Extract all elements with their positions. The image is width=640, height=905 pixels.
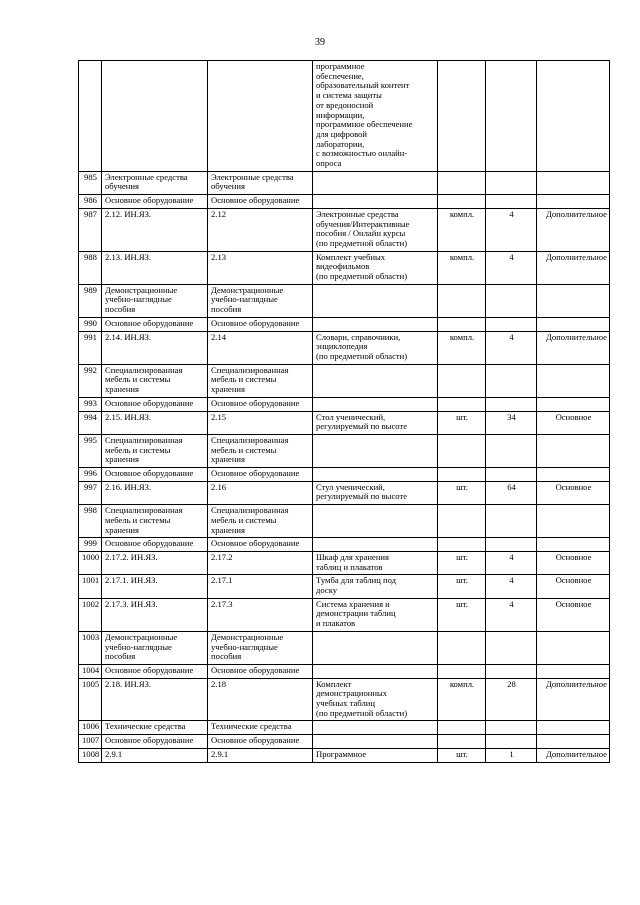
unit-cell — [438, 195, 486, 209]
table-row — [79, 61, 610, 172]
row-number-cell: 997 — [79, 481, 102, 504]
item-code-cell: Демонстрационные учебно-наглядные пособия — [102, 631, 208, 664]
item-code-cell: Основное оборудование — [102, 538, 208, 552]
table-row — [79, 434, 610, 467]
quantity-cell — [486, 397, 537, 411]
section-code-cell: 2.17.2 — [208, 551, 313, 574]
quantity-cell — [486, 505, 537, 538]
item-name-cell — [313, 631, 438, 664]
item-code-cell: 2.9.1 — [102, 748, 208, 762]
equipment-type-cell — [537, 505, 610, 538]
item-code-cell: 2.13. ИН.ЯЗ. — [102, 251, 208, 284]
table-body — [79, 61, 610, 763]
row-number-cell: 999 — [79, 538, 102, 552]
table-row — [79, 171, 610, 194]
section-code-cell: Технические средства — [208, 721, 313, 735]
unit-cell — [438, 397, 486, 411]
item-name-cell — [313, 317, 438, 331]
item-code-cell: Электронные средства обучения — [102, 171, 208, 194]
table-row — [79, 721, 610, 735]
unit-cell: шт. — [438, 551, 486, 574]
quantity-cell — [486, 664, 537, 678]
quantity-cell — [486, 434, 537, 467]
item-name-cell: Тумба для таблиц под доску — [313, 575, 438, 598]
table-row — [79, 538, 610, 552]
table-row — [79, 598, 610, 631]
quantity-cell — [486, 364, 537, 397]
item-name-cell — [313, 364, 438, 397]
row-number-cell: 991 — [79, 331, 102, 364]
equipment-type-cell — [537, 317, 610, 331]
row-number-cell: 996 — [79, 468, 102, 482]
quantity-cell — [486, 468, 537, 482]
unit-cell — [438, 735, 486, 749]
item-code-cell: Основное оборудование — [102, 468, 208, 482]
unit-cell — [438, 538, 486, 552]
item-code-cell: Технические средства — [102, 721, 208, 735]
item-name-cell — [313, 664, 438, 678]
equipment-type-cell: Основное — [537, 551, 610, 574]
unit-cell: компл. — [438, 678, 486, 721]
equipment-type-cell — [537, 61, 610, 172]
row-number-cell: 1001 — [79, 575, 102, 598]
equipment-type-cell — [537, 468, 610, 482]
row-number-cell: 994 — [79, 411, 102, 434]
table-row — [79, 195, 610, 209]
row-number-cell: 995 — [79, 434, 102, 467]
item-code-cell: 2.14. ИН.ЯЗ. — [102, 331, 208, 364]
section-code-cell: 2.9.1 — [208, 748, 313, 762]
table-row — [79, 748, 610, 762]
item-code-cell: Основное оборудование — [102, 195, 208, 209]
quantity-cell — [486, 538, 537, 552]
unit-cell — [438, 171, 486, 194]
unit-cell — [438, 434, 486, 467]
item-name-cell — [313, 195, 438, 209]
item-name-cell: Программное — [313, 748, 438, 762]
equipment-type-cell — [537, 538, 610, 552]
unit-cell: компл. — [438, 331, 486, 364]
section-code-cell: Основное оборудование — [208, 468, 313, 482]
equipment-type-cell — [537, 735, 610, 749]
section-code-cell: Основное оборудование — [208, 317, 313, 331]
row-number-cell: 1004 — [79, 664, 102, 678]
equipment-type-cell: Дополнительное — [537, 208, 610, 251]
section-code-cell: Основное оборудование — [208, 195, 313, 209]
item-code-cell: 2.12. ИН.ЯЗ. — [102, 208, 208, 251]
table-row — [79, 364, 610, 397]
item-code-cell: Основное оборудование — [102, 317, 208, 331]
row-number-cell: 1006 — [79, 721, 102, 735]
equipment-type-cell — [537, 434, 610, 467]
section-code-cell: 2.13 — [208, 251, 313, 284]
row-number-cell: 992 — [79, 364, 102, 397]
quantity-cell: 28 — [486, 678, 537, 721]
unit-cell — [438, 505, 486, 538]
equipment-type-cell — [537, 284, 610, 317]
row-number-cell: 1002 — [79, 598, 102, 631]
quantity-cell — [486, 61, 537, 172]
quantity-cell — [486, 721, 537, 735]
item-name-cell: Стул ученический, регулируемый по высоте — [313, 481, 438, 504]
section-code-cell: Основное оборудование — [208, 664, 313, 678]
row-number-cell: 1007 — [79, 735, 102, 749]
table-row — [79, 678, 610, 721]
unit-cell: шт. — [438, 575, 486, 598]
item-code-cell: Основное оборудование — [102, 664, 208, 678]
quantity-cell: 4 — [486, 575, 537, 598]
page-number: 39 — [315, 37, 325, 48]
table-row — [79, 664, 610, 678]
quantity-cell — [486, 195, 537, 209]
item-name-cell: программное обеспечение, образовательный контент и система защиты от вредоносной информации, программное обеспечение для цифровой лаборатории, с возможностью онлайн- опроса — [313, 61, 438, 172]
item-code-cell: 2.17.2. ИН.ЯЗ. — [102, 551, 208, 574]
unit-cell: компл. — [438, 251, 486, 284]
table-row — [79, 551, 610, 574]
equipment-type-cell: Дополнительное — [537, 251, 610, 284]
item-code-cell: Основное оборудование — [102, 735, 208, 749]
item-name-cell: Стол ученический, регулируемый по высоте — [313, 411, 438, 434]
row-number-cell: 987 — [79, 208, 102, 251]
unit-cell — [438, 631, 486, 664]
quantity-cell — [486, 171, 537, 194]
quantity-cell: 4 — [486, 208, 537, 251]
item-code-cell: 2.15. ИН.ЯЗ. — [102, 411, 208, 434]
unit-cell — [438, 721, 486, 735]
table-row — [79, 411, 610, 434]
unit-cell — [438, 317, 486, 331]
item-name-cell: Шкаф для хранения таблиц и плакатов — [313, 551, 438, 574]
equipment-type-cell — [537, 721, 610, 735]
item-name-cell: Комплект демонстрационных учебных таблиц (по предметной области) — [313, 678, 438, 721]
item-code-cell: Основное оборудование — [102, 397, 208, 411]
section-code-cell: Основное оборудование — [208, 735, 313, 749]
item-name-cell: Комплект учебных видеофильмов (по предметной области) — [313, 251, 438, 284]
equipment-type-cell — [537, 397, 610, 411]
equipment-type-cell: Основное — [537, 598, 610, 631]
table-row — [79, 735, 610, 749]
row-number-cell: 998 — [79, 505, 102, 538]
unit-cell: шт. — [438, 598, 486, 631]
item-name-cell: Система хранения и демонстрации таблиц и плакатов — [313, 598, 438, 631]
quantity-cell — [486, 735, 537, 749]
item-code-cell: Демонстрационные учебно-наглядные пособия — [102, 284, 208, 317]
row-number-cell: 993 — [79, 397, 102, 411]
quantity-cell: 4 — [486, 251, 537, 284]
item-name-cell — [313, 468, 438, 482]
unit-cell — [438, 61, 486, 172]
equipment-type-cell: Основное — [537, 481, 610, 504]
section-code-cell: Основное оборудование — [208, 397, 313, 411]
item-name-cell — [313, 284, 438, 317]
section-code-cell: Электронные средства обучения — [208, 171, 313, 194]
quantity-cell: 34 — [486, 411, 537, 434]
quantity-cell — [486, 284, 537, 317]
item-code-cell: 2.17.3. ИН.ЯЗ. — [102, 598, 208, 631]
table-row — [79, 208, 610, 251]
table-row — [79, 631, 610, 664]
row-number-cell: 1000 — [79, 551, 102, 574]
equipment-type-cell — [537, 195, 610, 209]
row-number-cell — [79, 61, 102, 172]
quantity-cell: 64 — [486, 481, 537, 504]
table-row — [79, 481, 610, 504]
unit-cell: шт. — [438, 748, 486, 762]
section-code-cell: Основное оборудование — [208, 538, 313, 552]
row-number-cell: 988 — [79, 251, 102, 284]
item-name-cell: Словари, справочники, энциклопедия (по предметной области) — [313, 331, 438, 364]
item-name-cell — [313, 735, 438, 749]
table-row — [79, 251, 610, 284]
row-number-cell: 1003 — [79, 631, 102, 664]
unit-cell — [438, 364, 486, 397]
item-code-cell: Специализированная мебель и системы хранения — [102, 505, 208, 538]
row-number-cell: 985 — [79, 171, 102, 194]
section-code-cell: 2.15 — [208, 411, 313, 434]
unit-cell: компл. — [438, 208, 486, 251]
unit-cell — [438, 664, 486, 678]
table-row — [79, 284, 610, 317]
quantity-cell: 4 — [486, 551, 537, 574]
item-code-cell — [102, 61, 208, 172]
section-code-cell: Специализированная мебель и системы хранения — [208, 434, 313, 467]
item-name-cell — [313, 397, 438, 411]
quantity-cell — [486, 317, 537, 331]
section-code-cell: 2.14 — [208, 331, 313, 364]
row-number-cell: 986 — [79, 195, 102, 209]
table-row — [79, 468, 610, 482]
quantity-cell: 4 — [486, 598, 537, 631]
unit-cell — [438, 284, 486, 317]
equipment-type-cell — [537, 664, 610, 678]
equipment-type-cell: Дополнительное — [537, 678, 610, 721]
quantity-cell — [486, 631, 537, 664]
quantity-cell: 4 — [486, 331, 537, 364]
item-code-cell: 2.18. ИН.ЯЗ. — [102, 678, 208, 721]
item-name-cell — [313, 505, 438, 538]
item-name-cell — [313, 538, 438, 552]
section-code-cell: 2.12 — [208, 208, 313, 251]
section-code-cell: Демонстрационные учебно-наглядные пособия — [208, 284, 313, 317]
item-code-cell: 2.16. ИН.ЯЗ. — [102, 481, 208, 504]
section-code-cell: Специализированная мебель и системы хранения — [208, 505, 313, 538]
equipment-type-cell: Основное — [537, 575, 610, 598]
unit-cell — [438, 468, 486, 482]
table-row — [79, 331, 610, 364]
section-code-cell: 2.17.1 — [208, 575, 313, 598]
equipment-table — [78, 60, 610, 763]
item-name-cell — [313, 434, 438, 467]
section-code-cell: Специализированная мебель и системы хранения — [208, 364, 313, 397]
row-number-cell: 989 — [79, 284, 102, 317]
row-number-cell: 1008 — [79, 748, 102, 762]
quantity-cell: 1 — [486, 748, 537, 762]
section-code-cell: 2.16 — [208, 481, 313, 504]
table-row — [79, 575, 610, 598]
equipment-type-cell: Основное — [537, 411, 610, 434]
item-name-cell — [313, 721, 438, 735]
item-code-cell: Специализированная мебель и системы хранения — [102, 434, 208, 467]
equipment-type-cell: Дополнительное — [537, 748, 610, 762]
equipment-type-cell — [537, 171, 610, 194]
item-name-cell: Электронные средства обучения/Интерактивные пособия / Онлайн курсы (по предметной области) — [313, 208, 438, 251]
unit-cell: шт. — [438, 481, 486, 504]
table-row — [79, 505, 610, 538]
section-code-cell — [208, 61, 313, 172]
item-code-cell: Специализированная мебель и системы хранения — [102, 364, 208, 397]
section-code-cell: 2.17.3 — [208, 598, 313, 631]
row-number-cell: 990 — [79, 317, 102, 331]
table-row — [79, 397, 610, 411]
table-row — [79, 317, 610, 331]
item-name-cell — [313, 171, 438, 194]
unit-cell: шт. — [438, 411, 486, 434]
equipment-type-cell — [537, 631, 610, 664]
section-code-cell: Демонстрационные учебно-наглядные пособия — [208, 631, 313, 664]
equipment-type-cell — [537, 364, 610, 397]
equipment-type-cell: Дополнительное — [537, 331, 610, 364]
section-code-cell: 2.18 — [208, 678, 313, 721]
row-number-cell: 1005 — [79, 678, 102, 721]
item-code-cell: 2.17.1. ИН.ЯЗ. — [102, 575, 208, 598]
